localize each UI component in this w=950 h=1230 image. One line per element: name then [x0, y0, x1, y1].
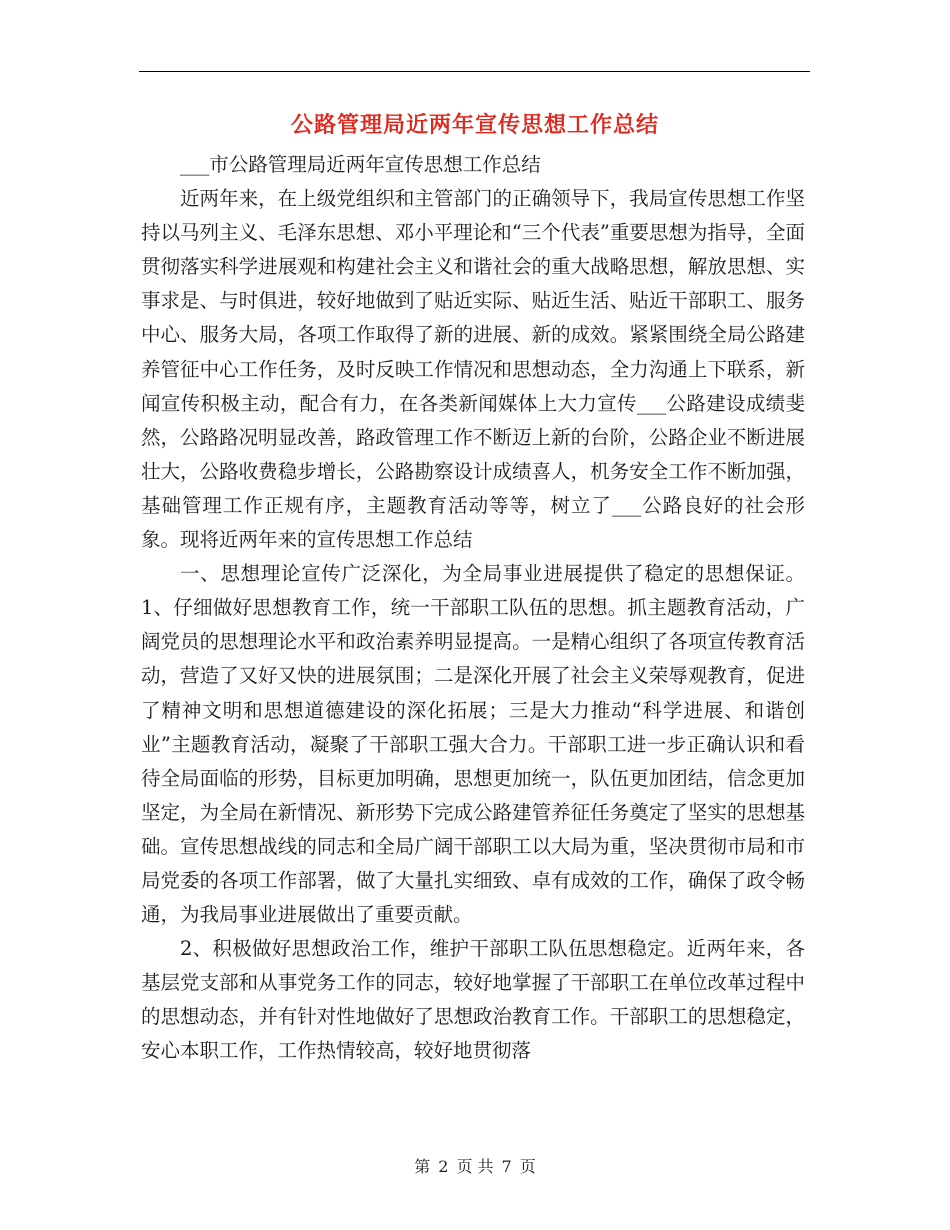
page-footer: [0, 1154, 950, 1177]
document-title: 公路管理局近两年宣传思想工作总结: [290, 112, 659, 138]
page-label-prefix: 第: [414, 1157, 431, 1176]
paragraph-intro: 近两年来，在上级党组织和主管部门的正确领导下，我局宣传思想工作坚持以马列主义、毛泽东思想、邓小平理论和“三个代表”重要思想为指导，全面贯彻落实科学进展观和构建社会主义和谐社会的重大战略思想，解放思想、实事求是、与时俱进，较好地做到了贴近实际、贴近生活、贴近干部职工、服务中心、服务大局，各项工作取得了新的进展、新的成效。紧紧围绕全局公路建养管征中心工作任务，及时反映工作情况和思想动态，全力沟通上下联系，新闻宣传积极主动，配合有力，在各类新闻媒体上大力宣传___公路建设成绩斐然，公路路况明显改善，路政管理工作不断迈上新的台阶，公路企业不断进展壮大，公路收费稳步增长，公路勘察设计成绩喜人，机务安全工作不断加强，基础管理工作正规有序，主题教育活动等等，树立了___公路良好的社会形象。现将近两年来的宣传思想工作总结: [141, 187, 805, 552]
current-page-number: 2: [438, 1157, 449, 1176]
document-body: [141, 148, 805, 1069]
total-pages-number: 7: [501, 1157, 512, 1176]
document-subtitle: ___市公路管理局近两年宣传思想工作总结: [180, 153, 541, 176]
page-label-suffix: 页: [519, 1157, 536, 1176]
paragraph-item-two: 2、积极做好思想政治工作，维护干部职工队伍思想稳定。近两年来，各基层党支部和从事党务工作的同志，较好地掌握了干部职工在单位改革过程中的思想动态，并有针对性地做好了思想政治教育工作。干部职工的思想稳定，安心本职工作，工作热情较高，较好地贯彻落: [141, 937, 805, 1063]
paragraph-section-one: 一、思想理论宣传广泛深化，为全局事业进展提供了稳定的思想保证。 1、仔细做好思想教育工作，统一干部职工队伍的思想。抓主题教育活动，广阔党员的思想理论水平和政治素养明显提高。一是精心组织了各项宣传教育活动，营造了又好又快的进展氛围；二是深化开展了社会主义荣辱观教育，促进了精神文明和思想道德建设的深化拓展；三是大力推动“科学进展、和谐创业”主题教育活动，凝聚了干部职工强大合力。干部职工进一步正确认识和看待全局面临的形势，目标更加明确，思想更加统一，队伍更加团结，信念更加坚定，为全局在新情况、新形势下完成公路建管养征任务奠定了坚实的思想基础。宣传思想战线的同志和全局广阔干部职工以大局为重，坚决贯彻市局和市局党委的各项工作部署，做了大量扎实细致、卓有成效的工作，确保了政令畅通，为我局事业进展做出了重要贡献。: [141, 562, 805, 927]
page-label-middle: 页 共: [456, 1157, 494, 1176]
header-rule: [139, 71, 810, 72]
